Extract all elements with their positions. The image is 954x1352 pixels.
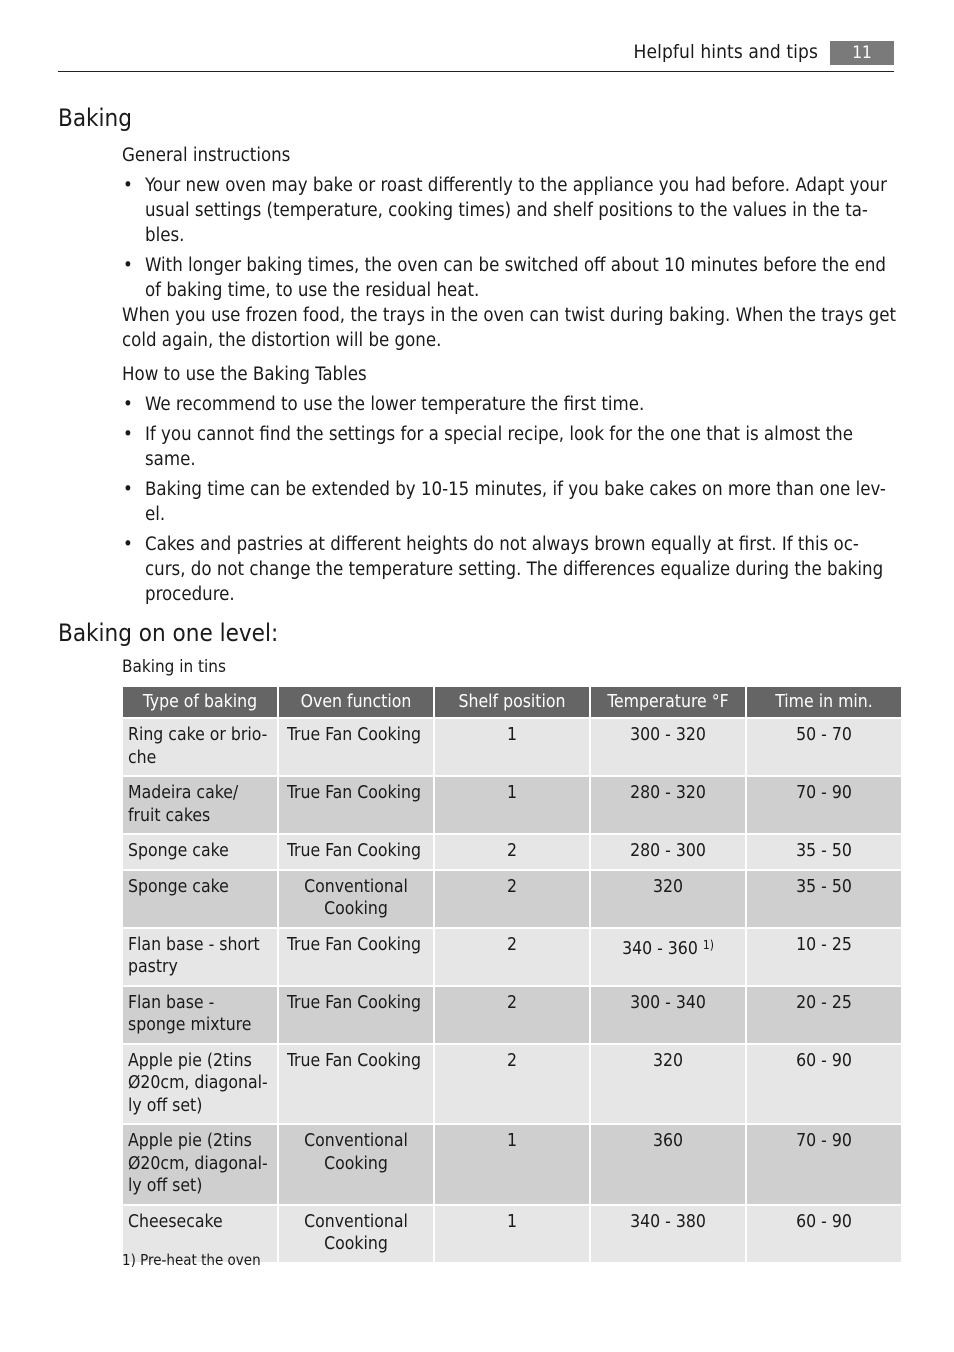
list-item: • We recommend to use the lower temperature the first time. [122, 392, 898, 417]
list-item: • Cakes and pastries at different heights do not always brown equally at first. If this oc-curs, do not change the temperature setting. The differences equalize during the baking procedure. [122, 532, 898, 607]
cell-time: 35 - 50 [747, 835, 901, 869]
cell-time: 60 - 90 [747, 1206, 901, 1262]
section-title-one-level: Baking on one level: [58, 619, 279, 647]
cell-type: Flan base - sponge mixture [123, 987, 277, 1043]
cell-shelf: 1 [435, 1125, 589, 1204]
cell-time: 70 - 90 [747, 777, 901, 833]
list-item: • Baking time can be extended by 10-15 minutes, if you bake cakes on more than one lev-el. [122, 477, 898, 527]
column-header-time: Time in min. [747, 687, 901, 717]
page-header [58, 38, 894, 72]
cell-function: True Fan Cooking [279, 929, 433, 985]
temperature-value: 340 - 360 [622, 938, 698, 959]
table-caption: Baking in tins [122, 657, 226, 677]
table-row [123, 835, 901, 869]
list-item: • If you cannot find the settings for a special recipe, look for the one that is almost the same. [122, 422, 898, 472]
cell-shelf: 1 [435, 719, 589, 775]
column-header-function: Oven function [279, 687, 433, 717]
cell-temperature: 280 - 320 [591, 777, 745, 833]
cell-type: Ring cake or brio-che [123, 719, 277, 775]
cell-temperature: 280 - 300 [591, 835, 745, 869]
cell-temperature [591, 929, 745, 985]
general-instructions-list [122, 173, 898, 308]
cell-time: 10 - 25 [747, 929, 901, 985]
cell-temperature: 320 [591, 871, 745, 927]
cell-time: 50 - 70 [747, 719, 901, 775]
cell-type: Apple pie (2tins Ø20cm, diagonal-ly off set) [123, 1045, 277, 1124]
cell-time: 70 - 90 [747, 1125, 901, 1204]
column-header-shelf: Shelf position [435, 687, 589, 717]
cell-type: Flan base - short pastry [123, 929, 277, 985]
table-row [123, 929, 901, 985]
table-row [123, 1045, 901, 1124]
cell-time: 35 - 50 [747, 871, 901, 927]
cell-shelf: 2 [435, 1045, 589, 1124]
cell-shelf: 2 [435, 987, 589, 1043]
column-header-type: Type of baking [123, 687, 277, 717]
table-row [123, 987, 901, 1043]
table-row [123, 719, 901, 775]
cell-function: Conventional Cooking [279, 1206, 433, 1262]
cell-shelf: 1 [435, 777, 589, 833]
table-footnote: 1) Pre-heat the oven [122, 1251, 261, 1269]
header-title: Helpful hints and tips [633, 41, 818, 63]
table-row [123, 1125, 901, 1204]
table-row [123, 777, 901, 833]
cell-function: True Fan Cooking [279, 777, 433, 833]
baking-table [121, 685, 903, 1264]
cell-time: 60 - 90 [747, 1045, 901, 1124]
cell-type: Apple pie (2tins Ø20cm, diagonal-ly off set) [123, 1125, 277, 1204]
cell-type: Cheesecake [123, 1206, 277, 1262]
cell-type: Madeira cake/ fruit cakes [123, 777, 277, 833]
cell-shelf: 2 [435, 871, 589, 927]
cell-shelf: 1 [435, 1206, 589, 1262]
list-item: • With longer baking times, the oven can be switched off about 10 minutes before the end of baking time, to use the residual heat. [122, 253, 898, 303]
cell-time: 20 - 25 [747, 987, 901, 1043]
frozen-food-note: When you use frozen food, the trays in the oven can twist during baking. When the trays get cold again, the distortion will be gone. [122, 305, 896, 351]
page-number: 11 [830, 41, 894, 65]
list-item: • Your new oven may bake or roast differently to the appliance you had before. Adapt your usual settings (temperature, cooking times) and shelf positions to the values in the ta-bles. [122, 173, 898, 248]
cell-temperature: 300 - 320 [591, 719, 745, 775]
cell-shelf: 2 [435, 929, 589, 985]
cell-type: Sponge cake [123, 835, 277, 869]
cell-function: True Fan Cooking [279, 719, 433, 775]
cell-function: True Fan Cooking [279, 835, 433, 869]
cell-function: True Fan Cooking [279, 1045, 433, 1124]
baking-tables-heading: How to use the Baking Tables [122, 364, 367, 385]
cell-type: Sponge cake [123, 871, 277, 927]
cell-shelf: 2 [435, 835, 589, 869]
table-header-row [123, 687, 901, 717]
cell-function: Conventional Cooking [279, 1125, 433, 1204]
table-row [123, 871, 901, 927]
footnote-marker: 1) [702, 937, 714, 952]
general-instructions-heading: General instructions [122, 145, 291, 166]
cell-temperature: 300 - 340 [591, 987, 745, 1043]
cell-temperature: 340 - 380 [591, 1206, 745, 1262]
baking-tables-list [122, 392, 898, 612]
column-header-temperature: Temperature °F [591, 687, 745, 717]
cell-function: Conventional Cooking [279, 871, 433, 927]
cell-temperature: 360 [591, 1125, 745, 1204]
cell-function: True Fan Cooking [279, 987, 433, 1043]
cell-temperature: 320 [591, 1045, 745, 1124]
section-title-baking: Baking [58, 104, 132, 132]
